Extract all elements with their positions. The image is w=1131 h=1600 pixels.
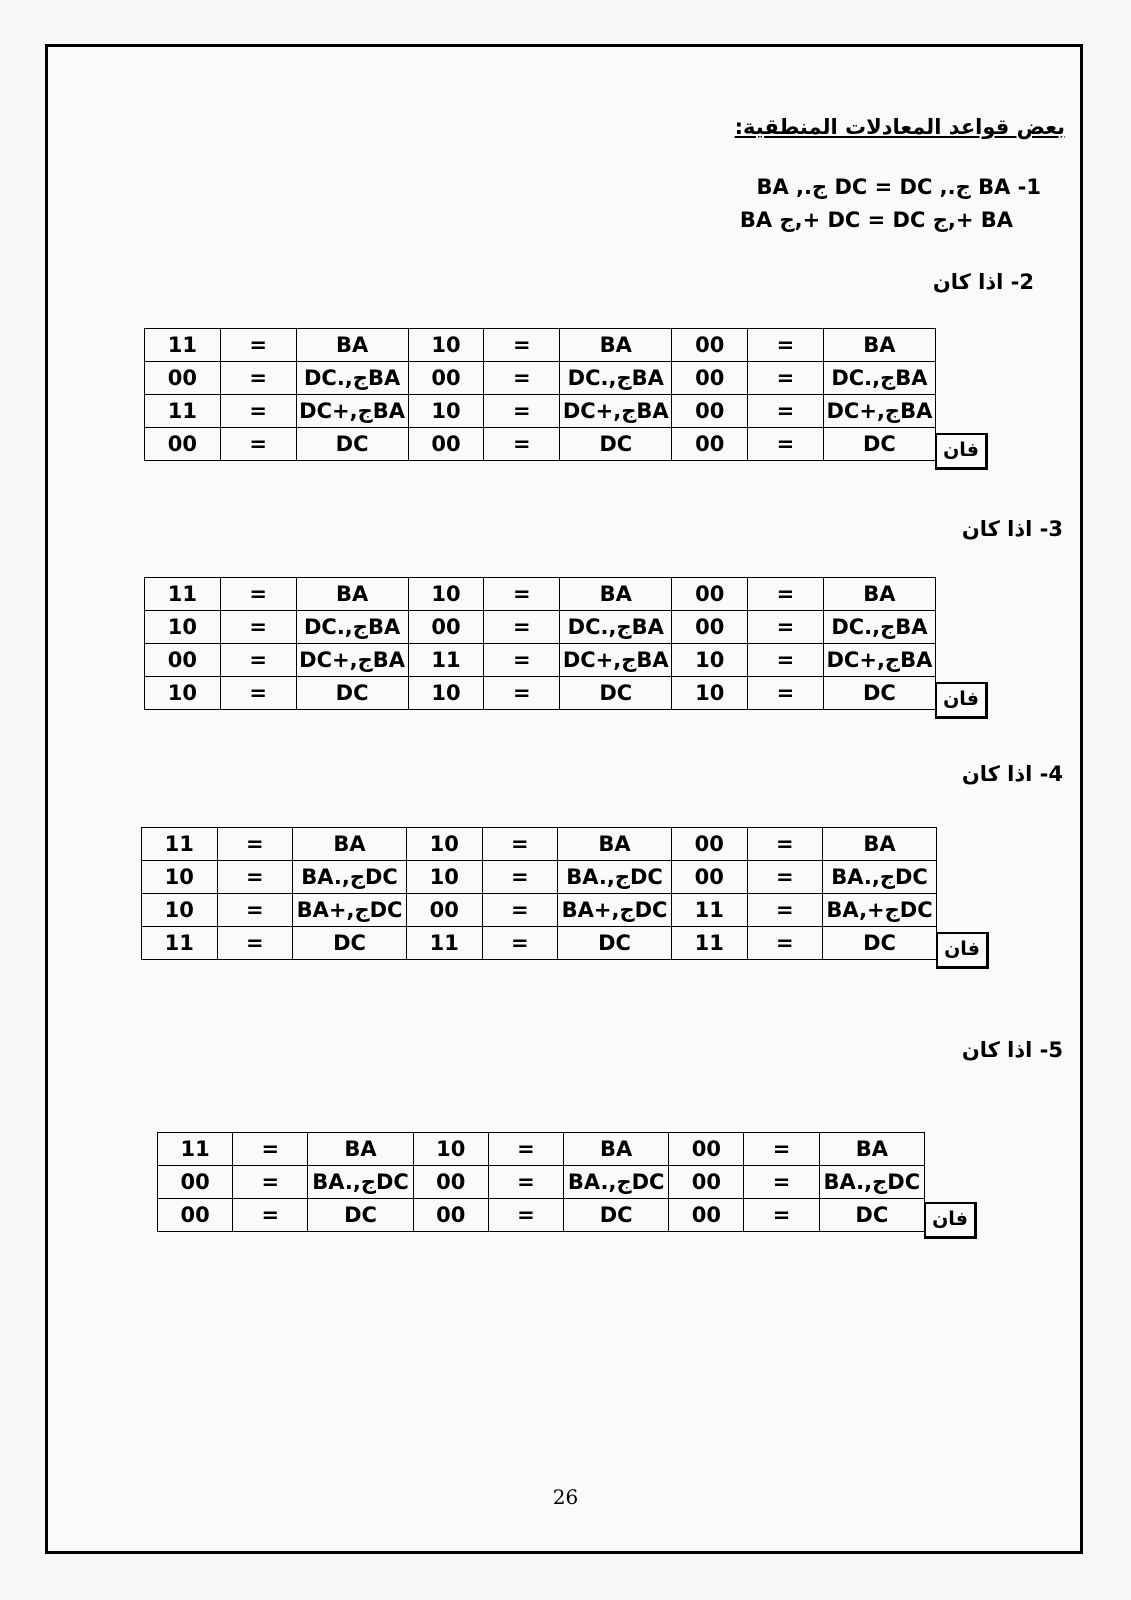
cell-expression: DC (560, 428, 672, 461)
section-2-table (144, 328, 936, 461)
cell-equals: = (747, 894, 823, 927)
section-2-label: 2- اذا كان (932, 270, 1034, 294)
cell-equals: = (484, 611, 560, 644)
cell-value: 00 (158, 1199, 233, 1232)
cell-expression: DC (819, 1199, 924, 1232)
cell-value: 11 (671, 894, 747, 927)
cell-expression: DC.,جBA (823, 362, 935, 395)
cell-equals: = (482, 894, 558, 927)
cell-equals: = (744, 1133, 819, 1166)
section-4-table (141, 827, 937, 960)
cell-expression: DC.,جBA (823, 611, 935, 644)
cell-value: 11 (142, 927, 218, 960)
page-heading: بعض قواعد المعادلات المنطقية: (734, 115, 1065, 139)
cell-expression: DC (560, 677, 672, 710)
cell-equals: = (748, 611, 824, 644)
table-row (145, 329, 936, 362)
cell-value: 11 (145, 329, 221, 362)
table-row (145, 362, 936, 395)
cell-expression: BA.,جDC (823, 861, 937, 894)
cell-equals: = (217, 927, 293, 960)
cell-value: 11 (145, 395, 221, 428)
section-4-then-label: فان (936, 932, 989, 969)
table-row (145, 611, 936, 644)
cell-expression: DC (308, 1199, 413, 1232)
cell-value: 00 (145, 428, 221, 461)
cell-equals: = (484, 677, 560, 710)
cell-expression: BA,+جDC (823, 894, 937, 927)
cell-value: 00 (413, 1166, 488, 1199)
cell-expression: DC+,جBA (823, 395, 935, 428)
cell-equals: = (748, 329, 824, 362)
section-3-table (144, 577, 936, 710)
cell-value: 11 (145, 578, 221, 611)
cell-expression: DC.,جBA (560, 362, 672, 395)
cell-value: 10 (406, 828, 482, 861)
cell-expression: BA+,جDC (293, 894, 407, 927)
cell-value: 00 (672, 395, 748, 428)
cell-equals: = (748, 644, 824, 677)
cell-equals: = (488, 1133, 563, 1166)
cell-expression: DC.,جBA (560, 611, 672, 644)
cell-value: 10 (406, 861, 482, 894)
section-5-label: 5- اذا كان (961, 1038, 1063, 1062)
cell-expression: BA (293, 828, 407, 861)
cell-expression: BA (823, 329, 935, 362)
table-row (142, 828, 937, 861)
cell-expression: DC (564, 1199, 669, 1232)
table-row (158, 1199, 925, 1232)
cell-value: 10 (672, 677, 748, 710)
cell-equals: = (744, 1199, 819, 1232)
cell-expression: BA (560, 578, 672, 611)
cell-equals: = (220, 644, 296, 677)
cell-expression: DC (558, 927, 672, 960)
cell-value: 00 (669, 1133, 744, 1166)
cell-equals: = (482, 861, 558, 894)
cell-expression: BA (296, 329, 408, 362)
cell-equals: = (748, 395, 824, 428)
section-3-then-label: فان (935, 682, 988, 719)
cell-expression: BA (560, 329, 672, 362)
cell-value: 10 (413, 1133, 488, 1166)
cell-equals: = (220, 611, 296, 644)
cell-equals: = (484, 428, 560, 461)
cell-expression: BA.,جDC (293, 861, 407, 894)
cell-value: 11 (671, 927, 747, 960)
cell-equals: = (744, 1166, 819, 1199)
cell-value: 11 (142, 828, 218, 861)
cell-equals: = (220, 428, 296, 461)
cell-expression: BA.,جDC (819, 1166, 924, 1199)
cell-expression: BA (308, 1133, 413, 1166)
table-row (145, 428, 936, 461)
page-frame (45, 44, 1083, 1554)
cell-expression: BA (558, 828, 672, 861)
cell-value: 10 (145, 677, 221, 710)
cell-equals: = (747, 927, 823, 960)
section-4-label: 4- اذا كان (961, 762, 1063, 786)
cell-expression: DC+,جBA (560, 644, 672, 677)
cell-value: 10 (408, 329, 484, 362)
cell-expression: BA.,جDC (308, 1166, 413, 1199)
cell-value: 00 (413, 1199, 488, 1232)
cell-expression: DC+,جBA (823, 644, 935, 677)
cell-value: 00 (408, 428, 484, 461)
cell-value: 00 (672, 329, 748, 362)
cell-value: 00 (406, 894, 482, 927)
cell-value: 11 (406, 927, 482, 960)
cell-value: 10 (408, 578, 484, 611)
table-row (142, 927, 937, 960)
cell-equals: = (488, 1199, 563, 1232)
cell-value: 00 (408, 362, 484, 395)
cell-equals: = (233, 1133, 308, 1166)
page-number: 26 (552, 1485, 579, 1509)
cell-expression: DC (823, 927, 937, 960)
cell-equals: = (748, 362, 824, 395)
cell-expression: BA.,جDC (558, 861, 672, 894)
cell-expression: DC (296, 677, 408, 710)
cell-equals: = (484, 395, 560, 428)
cell-equals: = (217, 894, 293, 927)
cell-equals: = (217, 861, 293, 894)
cell-value: 10 (142, 861, 218, 894)
table-row (145, 677, 936, 710)
cell-value: 10 (145, 611, 221, 644)
cell-equals: = (482, 927, 558, 960)
cell-value: 00 (672, 578, 748, 611)
cell-equals: = (488, 1166, 563, 1199)
cell-expression: BA (819, 1133, 924, 1166)
cell-equals: = (220, 395, 296, 428)
cell-expression: BA+,جDC (558, 894, 672, 927)
rule-1-line-2: BA +,ج DC = DC +,ج BA (739, 208, 1013, 232)
cell-value: 00 (158, 1166, 233, 1199)
cell-expression: DC.,جBA (296, 611, 408, 644)
cell-expression: DC (296, 428, 408, 461)
cell-expression: DC+,جBA (560, 395, 672, 428)
cell-expression: BA (823, 578, 935, 611)
cell-expression: BA (564, 1133, 669, 1166)
cell-equals: = (484, 578, 560, 611)
cell-expression: BA (823, 828, 937, 861)
cell-value: 00 (408, 611, 484, 644)
cell-equals: = (748, 578, 824, 611)
section-5-then-label: فان (924, 1202, 977, 1239)
cell-equals: = (220, 362, 296, 395)
cell-equals: = (748, 428, 824, 461)
cell-equals: = (220, 329, 296, 362)
cell-value: 10 (408, 395, 484, 428)
cell-equals: = (233, 1166, 308, 1199)
cell-value: 00 (671, 828, 747, 861)
cell-equals: = (747, 861, 823, 894)
cell-equals: = (747, 828, 823, 861)
section-2-then-label: فان (935, 433, 988, 470)
cell-value: 11 (158, 1133, 233, 1166)
cell-equals: = (484, 362, 560, 395)
table-row (142, 894, 937, 927)
cell-equals: = (220, 677, 296, 710)
cell-equals: = (482, 828, 558, 861)
table-row (158, 1133, 925, 1166)
cell-expression: DC+,جBA (296, 395, 408, 428)
cell-equals: = (484, 644, 560, 677)
cell-value: 00 (145, 644, 221, 677)
cell-value: 00 (672, 428, 748, 461)
section-5-table (157, 1132, 925, 1232)
cell-expression: DC (823, 677, 935, 710)
cell-value: 00 (672, 362, 748, 395)
cell-equals: = (484, 329, 560, 362)
cell-value: 10 (408, 677, 484, 710)
cell-value: 10 (672, 644, 748, 677)
cell-equals: = (748, 677, 824, 710)
cell-expression: DC (823, 428, 935, 461)
cell-value: 00 (145, 362, 221, 395)
table-row (145, 644, 936, 677)
cell-value: 00 (671, 861, 747, 894)
cell-expression: DC (293, 927, 407, 960)
cell-value: 00 (672, 611, 748, 644)
cell-equals: = (233, 1199, 308, 1232)
cell-value: 10 (142, 894, 218, 927)
rule-1-line-1: 1- BA ج., DC = DC ج., BA (756, 175, 1041, 199)
section-3-label: 3- اذا كان (961, 517, 1063, 541)
cell-expression: DC.,جBA (296, 362, 408, 395)
cell-equals: = (217, 828, 293, 861)
table-row (142, 861, 937, 894)
cell-value: 11 (408, 644, 484, 677)
table-row (158, 1166, 925, 1199)
cell-expression: DC+,جBA (296, 644, 408, 677)
cell-expression: BA (296, 578, 408, 611)
table-row (145, 578, 936, 611)
cell-equals: = (220, 578, 296, 611)
table-row (145, 395, 936, 428)
cell-value: 00 (669, 1199, 744, 1232)
cell-value: 00 (669, 1166, 744, 1199)
cell-expression: BA.,جDC (564, 1166, 669, 1199)
